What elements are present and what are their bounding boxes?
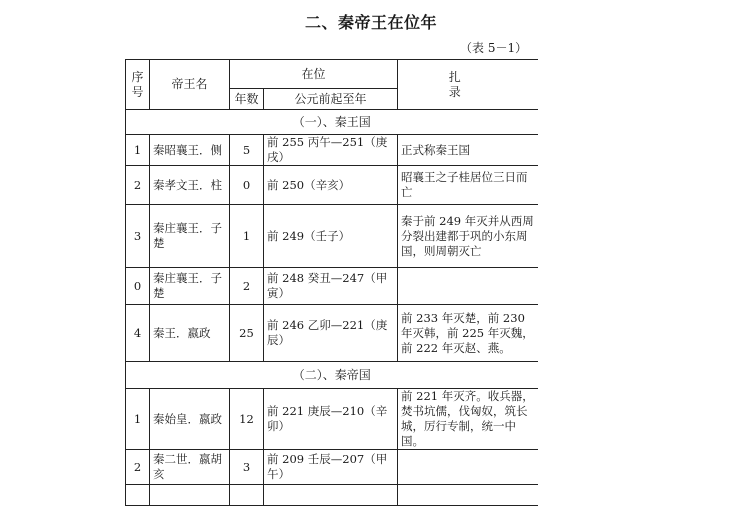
cell-years: 5 — [230, 135, 264, 166]
cell-empty — [126, 485, 150, 506]
header-row — [126, 60, 538, 89]
table-row — [126, 135, 538, 166]
cell-period: 前 248 癸丑—247（甲寅） — [264, 268, 398, 305]
header-seq: 序 号 — [126, 60, 150, 110]
header-notes: 扎 录 — [398, 60, 538, 110]
cell-notes: 昭襄王之子桂居位三日而亡 — [398, 166, 538, 205]
table-row — [126, 205, 538, 268]
cell-years: 0 — [230, 166, 264, 205]
cell-notes: 秦于前 249 年灭并从西周分裂出建都于巩的小东周国，则周朝灭亡 — [398, 205, 538, 268]
cell-seq: 0 — [126, 268, 150, 305]
cell-years: 25 — [230, 305, 264, 362]
table-row — [126, 305, 538, 362]
cell-notes: 前 221 年灭齐。收兵器，焚书坑儒，伐匈奴，筑长城，厉行专制，统一中国。 — [398, 389, 538, 450]
cell-empty — [398, 485, 538, 506]
cell-seq: 3 — [126, 205, 150, 268]
cell-empty — [264, 485, 398, 506]
table-row — [126, 450, 538, 485]
cell-years: 3 — [230, 450, 264, 485]
cell-period: 前 221 庚辰—210（辛卯） — [264, 389, 398, 450]
cell-period: 前 255 丙午—251（庚戌） — [264, 135, 398, 166]
table-row — [126, 268, 538, 305]
cell-seq: 4 — [126, 305, 150, 362]
table-row — [126, 166, 538, 205]
reign-table — [125, 59, 563, 506]
table-row — [126, 389, 538, 450]
cell-name: 秦孝文王．柱 — [150, 166, 230, 205]
cell-name: 秦二世．嬴胡亥 — [150, 450, 230, 485]
cell-period: 前 249（壬子） — [264, 205, 398, 268]
cell-seq: 2 — [126, 450, 150, 485]
cell-seq: 1 — [126, 389, 150, 450]
section-row — [126, 110, 538, 135]
header-name: 帝王名 — [150, 60, 230, 110]
header-period: 公元前起至年 — [264, 89, 398, 110]
header-reign: 在位 — [230, 60, 398, 89]
header-years: 年数 — [230, 89, 264, 110]
cell-notes: 正式称秦王国 — [398, 135, 538, 166]
table-label: （表 5－1） — [460, 41, 528, 55]
cell-period: 前 250（辛亥） — [264, 166, 398, 205]
section-row — [126, 362, 538, 389]
cell-name: 秦庄襄王．子楚 — [150, 205, 230, 268]
cell-name: 秦王．嬴政 — [150, 305, 230, 362]
cell-name: 秦昭襄王．侧 — [150, 135, 230, 166]
cell-period: 前 246 乙卯—221（庚辰） — [264, 305, 398, 362]
table-row-partial — [126, 485, 538, 506]
cell-seq: 1 — [126, 135, 150, 166]
cell-empty — [150, 485, 230, 506]
cell-notes — [398, 268, 538, 305]
cell-seq: 2 — [126, 166, 150, 205]
cell-years: 2 — [230, 268, 264, 305]
section-label: （二）、秦帝国 — [126, 362, 538, 389]
cell-years: 1 — [230, 205, 264, 268]
cell-name: 秦始皇．嬴政 — [150, 389, 230, 450]
cell-name: 秦庄襄王．子楚 — [150, 268, 230, 305]
cell-years: 12 — [230, 389, 264, 450]
cell-period: 前 209 壬辰—207（甲午） — [264, 450, 398, 485]
cell-empty — [230, 485, 264, 506]
cell-notes: 前 233 年灭楚，前 230 年灭韩，前 225 年灭魏，前 222 年灭赵、燕。 — [398, 305, 538, 362]
page-title: 二、秦帝王在位年 — [304, 13, 437, 32]
section-label: （一）、秦王国 — [126, 110, 538, 135]
cell-notes — [398, 450, 538, 485]
